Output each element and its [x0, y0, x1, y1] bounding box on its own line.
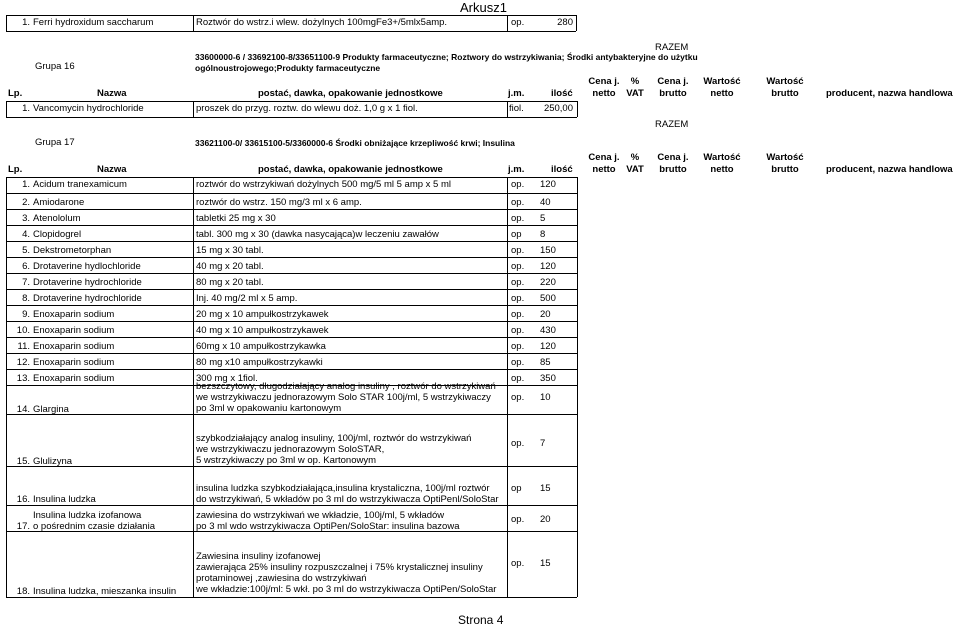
- row-form: 15 mg x 30 tabl.: [196, 245, 264, 256]
- page-footer: Strona 4: [458, 613, 504, 627]
- row-form: proszek do przyg. roztw. do wlewu doż. 1,0 g x 1 fiol.: [196, 103, 418, 114]
- row-unit: op.: [511, 293, 525, 304]
- header-cena-brutto-2: brutto: [659, 88, 687, 99]
- header-vat: %: [630, 152, 640, 163]
- group-description-2: ogólnoustrojowego;Produkty farmaceutyczne: [195, 63, 381, 73]
- row-name: Insulina ludzka izofanowa: [33, 510, 142, 521]
- row-name: Drotaverine hydrochloride: [33, 293, 142, 304]
- row-divider: [6, 209, 577, 210]
- row-name: Vancomycin hydrochloride: [33, 103, 144, 114]
- header-vat-2: VAT: [626, 88, 644, 99]
- row-form-line: we wstrzykiwaczu jednorazowym SoloSTAR,: [196, 444, 385, 455]
- header-lp: Lp.: [8, 164, 23, 175]
- row-qty: 150: [540, 245, 556, 256]
- header-postac: postać, dawka, opakowanie jednostkowe: [258, 164, 443, 175]
- row-num: 8.: [22, 293, 30, 304]
- row-form-line: 5 wstrzykiwaczy po 3ml w op. Kartonowym: [196, 455, 377, 466]
- row-qty: 85: [540, 357, 551, 368]
- header-producent: producent, nazwa handlowa: [826, 164, 953, 175]
- row-unit: op.: [511, 197, 525, 208]
- group-description: 33621100-0/ 33615100-5/3360000-6 Środki obniżające krzepliwość krwi; Insulina: [195, 138, 515, 148]
- row-form: roztwór do wstrz. 150 mg/3 ml x 6 amp.: [196, 197, 362, 208]
- header-cena-netto: Cena j.: [588, 76, 620, 87]
- row-divider: [6, 505, 577, 506]
- row-unit: op.: [511, 558, 525, 569]
- row-name: Clopidogrel: [33, 229, 82, 240]
- row-qty: 15: [540, 558, 551, 569]
- row-name: Enoxaparin sodium: [33, 309, 115, 320]
- row-divider: [6, 257, 577, 258]
- row-num: 10.: [16, 325, 30, 336]
- group-description: 33600000-6 / 33692100-8/33651100-9 Produkty farmaceutyczne; Roztwory do wstrzykiwania; Środki antybakteryjne do użytku: [195, 52, 698, 62]
- row-form-line: protaminowej ,zawiesina do wstrzykiwań: [196, 573, 367, 584]
- row-form: 60mg x 10 ampułkostrzykawka: [196, 341, 326, 352]
- row-name: Dekstrometorphan: [33, 245, 112, 256]
- row-name: Enoxaparin sodium: [33, 341, 115, 352]
- row-qty: 250,00: [543, 103, 573, 114]
- row-name: Glulizyna: [33, 456, 73, 467]
- header-cena-netto-2: netto: [592, 164, 616, 175]
- row-unit: op.: [511, 17, 525, 28]
- group-title: Grupa 16: [35, 61, 75, 72]
- row-name: Insulina ludzka: [33, 494, 96, 505]
- row-divider: [6, 305, 577, 306]
- row-qty: 120: [540, 341, 556, 352]
- row-divider: [6, 414, 577, 415]
- row-qty: 220: [540, 277, 556, 288]
- row-num: 4.: [22, 229, 30, 240]
- header-cena-brutto-2: brutto: [659, 164, 687, 175]
- header-jm: j.m.: [508, 88, 525, 99]
- row-unit: op: [511, 483, 522, 494]
- row-form-line: po 3 ml wdo wstrzykiwacza OptiPen/SoloStar: insulina bazowa: [196, 521, 460, 532]
- row-unit: op.: [511, 514, 525, 525]
- header-ilosc: ilość: [551, 164, 573, 175]
- row-form-line: insulina ludzka szybkodziałająca,insulina krystaliczna, 100j/ml roztwór: [196, 483, 490, 494]
- header-producent: producent, nazwa handlowa: [826, 88, 953, 99]
- row-name: Drotaverine hydlochloride: [33, 261, 141, 272]
- header-cena-netto: Cena j.: [588, 152, 620, 163]
- row-form: Roztwór do wstrz.i wlew. dożylnych 100mgFe3+/5mlx5amp.: [196, 17, 448, 28]
- row-unit: op.: [511, 325, 525, 336]
- row-qty: 120: [540, 261, 556, 272]
- row-unit: op.: [511, 213, 525, 224]
- row-form: 80 mg x 20 tabl.: [196, 277, 264, 288]
- column-divider: [6, 177, 7, 597]
- header-cena-brutto: Cena j.: [657, 152, 689, 163]
- row-form: roztwór do wstrzykiwań dożylnych 500 mg/5 ml 5 amp x 5 ml: [196, 179, 452, 190]
- row-unit: op.: [511, 373, 525, 384]
- row-qty: 15: [540, 483, 551, 494]
- row-num: 7.: [22, 277, 30, 288]
- header-nazwa: Nazwa: [97, 88, 127, 99]
- header-nazwa: Nazwa: [97, 164, 127, 175]
- row-name: Insulina ludzka, mieszanka insulin: [33, 586, 177, 597]
- header-cena-brutto: Cena j.: [657, 76, 689, 87]
- row-unit: op.: [511, 357, 525, 368]
- header-ilosc: ilość: [551, 88, 573, 99]
- row-name: Drotaverine hydrochloride: [33, 277, 142, 288]
- header-wartosc-netto-2: netto: [710, 164, 734, 175]
- header-wartosc-netto-2: netto: [710, 88, 734, 99]
- row-form: Inj. 40 mg/2 ml x 5 amp.: [196, 293, 298, 304]
- row-qty: 8: [540, 229, 546, 240]
- row-num: 1.: [22, 17, 30, 28]
- row-qty: 10: [540, 392, 551, 403]
- row-unit: op.: [511, 341, 525, 352]
- header-lp: Lp.: [8, 88, 23, 99]
- header-wartosc-netto: Wartość: [703, 76, 741, 87]
- row-qty: 350: [540, 373, 556, 384]
- razem-label: RAZEM: [655, 42, 689, 53]
- row-qty: 120: [540, 179, 556, 190]
- row-form-line: we wkładzie:100j/ml: 5 wkł. po 3 ml do wstrzykiwacza OptiPen/SoloStar: [196, 584, 497, 595]
- row-form: 80 mg x10 ampułkostrzykawki: [196, 357, 323, 368]
- row-num: 2.: [22, 197, 30, 208]
- row-form-line: zawiesina do wstrzykiwań we wkładzie, 100j/ml, 5 wkładów: [196, 510, 445, 521]
- row-unit: op.: [511, 277, 525, 288]
- row-form-line: po 3ml w opakowaniu kartonowym: [196, 403, 342, 414]
- row-num: 11.: [17, 341, 30, 352]
- row-num: 12.: [16, 357, 30, 368]
- row-form: 20 mg x 10 ampułkostrzykawek: [196, 309, 329, 320]
- header-wartosc-brutto-2: brutto: [771, 88, 799, 99]
- row-divider: [6, 369, 577, 370]
- header-wartosc-brutto-2: brutto: [771, 164, 799, 175]
- row-num: 5.: [22, 245, 30, 256]
- razem-label: RAZEM: [655, 119, 689, 130]
- row-divider: [6, 289, 577, 290]
- row-num: 9.: [22, 309, 30, 320]
- row-name-2: o pośrednim czasie działania: [33, 521, 155, 532]
- row-divider: [6, 337, 577, 338]
- row-form: tabletki 25 mg x 30: [196, 213, 276, 224]
- row-name: Enoxaparin sodium: [33, 325, 115, 336]
- header-vat: %: [630, 76, 640, 87]
- row-qty: 280: [557, 17, 573, 28]
- column-divider: [193, 177, 194, 597]
- row-unit: op.: [511, 309, 525, 320]
- row-name: Atenololum: [33, 213, 81, 224]
- row-num: 1.: [22, 103, 30, 114]
- row-num: 6.: [22, 261, 30, 272]
- row-name: Ferri hydroxidum saccharum: [33, 17, 154, 28]
- row-qty: 20: [540, 309, 551, 320]
- row-form-line: do wstrzykiwań, 5 wkładów po 3 ml do wstrzykiwacza OptiPenl/SoloStar: [196, 494, 499, 505]
- row-divider: [6, 273, 577, 274]
- row-form-line: szybkodziałający analog insuliny, 100j/ml, roztwór do wstrzykiwań: [196, 433, 472, 444]
- column-divider: [507, 177, 508, 597]
- row-divider: [6, 353, 577, 354]
- row-unit: op.: [511, 179, 525, 190]
- row-num: 16.: [16, 494, 30, 505]
- row-num: 18.: [16, 586, 30, 597]
- row-num: 1.: [22, 179, 30, 190]
- row-form: 300 mg x 1fiol.: [196, 373, 258, 384]
- row-divider: [6, 225, 577, 226]
- row-divider: [6, 241, 577, 242]
- row-qty: 500: [540, 293, 556, 304]
- header-wartosc-netto: Wartość: [703, 152, 741, 163]
- row-form: 40 mg x 10 ampułkostrzykawek: [196, 325, 329, 336]
- header-postac: postać, dawka, opakowanie jednostkowe: [258, 88, 443, 99]
- row-num: 3.: [22, 213, 30, 224]
- row-divider: [6, 321, 577, 322]
- row-unit: op.: [511, 261, 525, 272]
- row-qty: 7: [540, 438, 546, 449]
- row-name: Enoxaparin sodium: [33, 373, 115, 384]
- row-form-line: zawierająca 25% insuliny rozpuszczalnej i 75% krystalicznej insuliny: [196, 562, 483, 573]
- row-num: 17.: [16, 521, 30, 532]
- row-num: 13.: [16, 373, 30, 384]
- row-num: 14.: [16, 404, 30, 415]
- row-name: Enoxaparin sodium: [33, 357, 115, 368]
- row-qty: 5: [540, 213, 546, 224]
- row-qty: 20: [540, 514, 551, 525]
- page-title: Arkusz1: [460, 0, 507, 15]
- row-name: Acidum tranexamicum: [33, 179, 127, 190]
- row-unit: op.: [511, 438, 525, 449]
- row-divider: [6, 597, 577, 598]
- row-unit: op.: [511, 392, 525, 403]
- row-unit: op: [511, 229, 522, 240]
- row-name: Glargina: [33, 404, 69, 415]
- row-form: tabl. 300 mg x 30 (dawka nasycająca)w leczeniu zawałów: [196, 229, 439, 240]
- header-vat-2: VAT: [626, 164, 644, 175]
- row-form: 40 mg x 20 tabl.: [196, 261, 264, 272]
- row-qty: 430: [540, 325, 556, 336]
- group-title: Grupa 17: [35, 137, 75, 148]
- row-form-line: Zawiesina insuliny izofanowej: [196, 551, 321, 562]
- header-jm: j.m.: [508, 164, 525, 175]
- row-name: Amiodarone: [33, 197, 85, 208]
- header-cena-netto-2: netto: [592, 88, 616, 99]
- row-divider: [6, 466, 577, 467]
- row-divider: [6, 177, 577, 178]
- row-form-line: we wstrzykiwaczu jednorazowym Solo STAR 100j/ml, 5 wstrzykiwaczy: [196, 392, 491, 403]
- column-divider: [577, 177, 578, 597]
- row-num: 15.: [16, 456, 30, 467]
- row-divider: [6, 193, 577, 194]
- header-wartosc-brutto: Wartość: [766, 76, 804, 87]
- row-qty: 40: [540, 197, 551, 208]
- header-wartosc-brutto: Wartość: [766, 152, 804, 163]
- row-form-line: bezszczytowy, długodziałający analog insuliny , roztwór do wstrzykiwań: [196, 381, 496, 392]
- row-unit: fiol.: [509, 103, 524, 114]
- row-unit: op.: [511, 245, 525, 256]
